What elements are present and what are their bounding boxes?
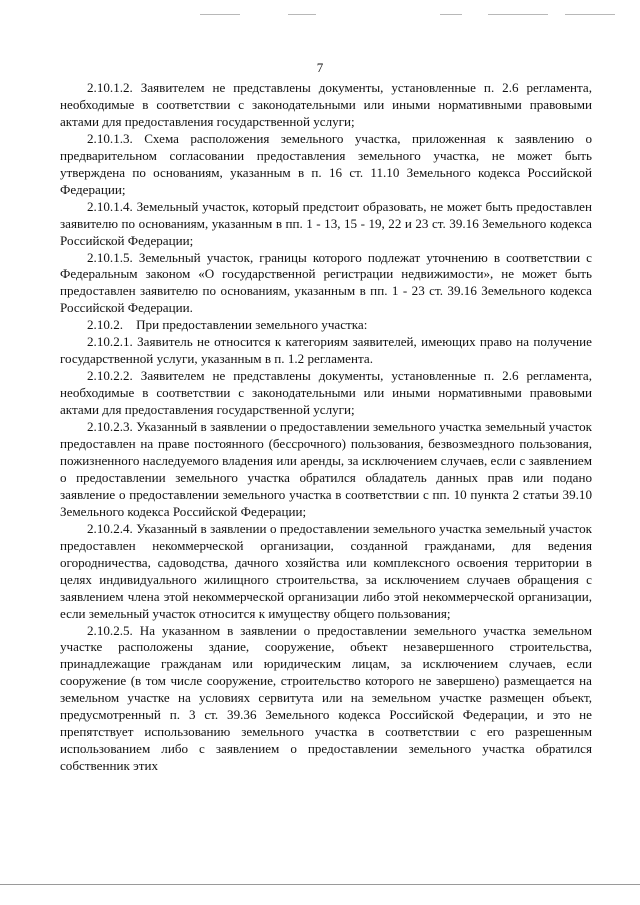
paragraph-2-10-1-4: 2.10.1.4. Земельный участок, который предстоит образовать, не может быть предоставлен заявителю по основаниям, указанным в пп. 1 - 13, 15 - 19, 22 и 23 ст. 39.16 Земельного кодекса Российской Федерации; bbox=[60, 198, 592, 248]
paragraph-2-10-2-heading: 2.10.2. При предоставлении земельного участка: bbox=[87, 317, 368, 333]
paragraph-2-10-2-2: 2.10.2.2. Заявителем не представлены документы, установленные п. 2.6 регламента, необходимые в соответствии с законодательными или иными нормативными правовыми актами для предоставления государственной услуги; bbox=[60, 368, 592, 418]
paragraph-2-10-2-1: 2.10.2.1. Заявитель не относится к категориям заявителей, имеющих право на получение государственной услуги, указанным в п. 1.2 регламента. bbox=[60, 334, 592, 367]
paragraph-2-10-2-4: 2.10.2.4. Указанный в заявлении о предоставлении земельного участка земельный участок предоставлен некоммерческой организации, созданной гражданами, для ведения огородничества, садоводства, дачного хозяйства или комплексного освоения территории в целях индивидуального жилищного строительства, за исключением случаев обращения с заявлением члена этой некоммерческой организации либо этой некоммерческой организации, если земельный участок относится к имуществу общего пользования; bbox=[60, 520, 592, 621]
paragraph-2-10-1-2: 2.10.1.2. Заявителем не представлены документы, установленные п. 2.6 регламента, необходимые в соответствии с законодательными или иными нормативными правовыми актами для предоставления государственной услуги; bbox=[60, 80, 592, 129]
paragraph-2-10-1-3: 2.10.1.3. Схема расположения земельного участка, приложенная к заявлению о предварительном согласовании предоставления земельного участка, не может быть утверждена по основаниям, указанным в п. 16 ст. 11.10 Земельного кодекса Российской Федерации; bbox=[60, 130, 592, 197]
paragraph-2-10-2-3: 2.10.2.3. Указанный в заявлении о предоставлении земельного участка земельный участок предоставлен на праве постоянного (бессрочного) пользования, безвозмездного пользования, пожизненного наследуемого владения или аренды, за исключением случаев, если с заявлением о предоставлении земельного участка обратился обладатель данных прав или подано заявление о предоставлении земельного участка в соответствии с пп. 10 пункта 2 статьи 39.10 Земельного кодекса Российской Федерации; bbox=[60, 419, 592, 519]
scan-top-artifact bbox=[20, 14, 620, 18]
page-number: 7 bbox=[316, 60, 324, 75]
scan-bottom-line bbox=[0, 884, 640, 885]
paragraph-2-10-1-5: 2.10.1.5. Земельный участок, границы которого подлежат уточнению в соответствии с Федеральным законом «О государственной регистрации недвижимости», не может быть предоставлен заявителю по основаниям, указанным в пп. 1 - 23 ст. 39.16 Земельного кодекса Российской Федерации. bbox=[60, 249, 592, 316]
paragraph-2-10-2-5: 2.10.2.5. На указанном в заявлении о предоставлении земельного участка земельном участке расположены здание, сооружение, объект незавершенного строительства, принадлежащие гражданам или юридическим лицам, за исключением случаев, если сооружение (в том числе сооружение, строительство которого не завершено) размещается на земельном участке на условиях сервитута или на земельном участке размещен объект, предусмотренный п. 3 ст. 39.36 Земельного кодекса Российской Федерации, и это не препятствует использованию земельного участка в соответствии с его разрешенным использованием либо с заявлением о предоставлении земельного участка обратился собственник этих bbox=[60, 622, 592, 774]
document-body bbox=[60, 80, 592, 775]
